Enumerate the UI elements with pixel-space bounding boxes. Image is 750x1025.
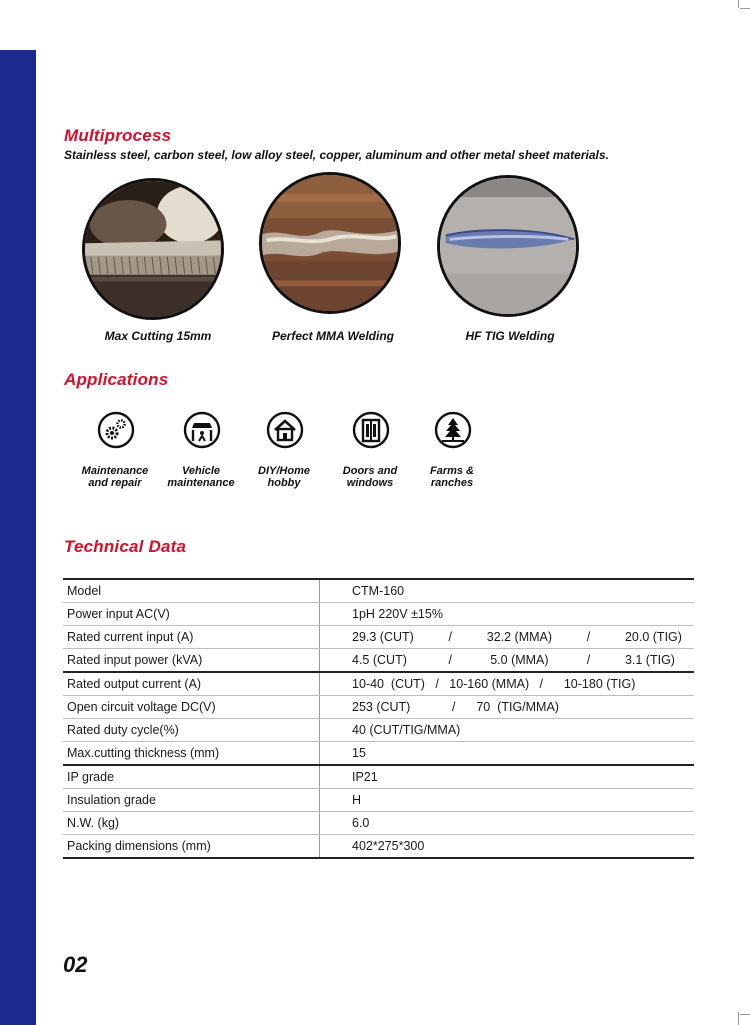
door-icon <box>351 410 391 450</box>
table-row <box>63 719 694 742</box>
spec-value: 15 <box>320 742 695 766</box>
application-label: Doors and windows <box>342 465 398 489</box>
applications-heading: Applications <box>64 370 169 389</box>
table-row <box>63 789 694 812</box>
table-row <box>63 835 694 859</box>
application-label: Vehicle maintenance <box>167 465 235 489</box>
table-row <box>63 649 694 673</box>
spec-label: Power input AC(V) <box>63 603 320 626</box>
spec-label: Rated duty cycle(%) <box>63 719 320 742</box>
table-row <box>63 672 694 696</box>
multiprocess-subtitle: Stainless steel, carbon steel, low alloy steel, copper, aluminum and other metal sheet materials. <box>64 148 609 162</box>
spec-label: N.W. (kg) <box>63 812 320 835</box>
technical-data-heading: Technical Data <box>64 537 187 556</box>
spec-value: 1pH 220V ±15% <box>320 603 695 626</box>
side-color-bar <box>0 50 36 1025</box>
table-row <box>63 626 694 649</box>
spec-value: CTM-160 <box>320 579 695 603</box>
spec-value: 29.3 (CUT) / 32.2 (MMA) / 20.0 (TIG) <box>320 626 695 649</box>
feature-caption-tig: HF TIG Welding <box>465 329 555 343</box>
spec-label: Insulation grade <box>63 789 320 812</box>
stick-weld-photo <box>259 172 401 314</box>
spec-label: Packing dimensions (mm) <box>63 835 320 859</box>
spec-value: 40 (CUT/TIG/MMA) <box>320 719 695 742</box>
table-row <box>63 742 694 766</box>
spec-value: 402*275*300 <box>320 835 695 859</box>
application-label: Maintenance and repair <box>81 465 149 489</box>
spec-value: 10-40 (CUT) / 10-160 (MMA) / 10-180 (TIG) <box>320 672 695 696</box>
spec-value: 6.0 <box>320 812 695 835</box>
application-label: DIY/Home hobby <box>258 465 310 489</box>
farm-tree-icon <box>433 410 473 450</box>
spec-value: 4.5 (CUT) / 5.0 (MMA) / 3.1 (TIG) <box>320 649 695 673</box>
table-row <box>63 579 694 603</box>
spec-label: IP grade <box>63 765 320 789</box>
spec-label: Max.cutting thickness (mm) <box>63 742 320 766</box>
spec-label: Rated current input (A) <box>63 626 320 649</box>
crop-mark-bottom-right <box>738 1012 739 1025</box>
table-row <box>63 603 694 626</box>
page-number: 02 <box>63 952 88 977</box>
spec-label: Model <box>63 579 320 603</box>
tig-weld-photo <box>437 175 579 317</box>
spec-label: Rated input power (kVA) <box>63 649 320 673</box>
feature-caption-mma: Perfect MMA Welding <box>271 329 394 343</box>
crop-mark-bottom-right-h <box>740 1014 750 1015</box>
application-label: Farms & ranches <box>429 465 475 489</box>
spec-value: IP21 <box>320 765 695 789</box>
gears-icon <box>96 410 136 450</box>
spec-value: 253 (CUT) / 70 (TIG/MMA) <box>320 696 695 719</box>
spec-label: Open circuit voltage DC(V) <box>63 696 320 719</box>
house-icon <box>265 410 305 450</box>
vehicle-lift-icon <box>182 410 222 450</box>
crop-mark-top-right-h <box>740 8 750 9</box>
crop-mark-top-right <box>738 0 739 8</box>
table-row <box>63 812 694 835</box>
multiprocess-heading: Multiprocess <box>64 126 172 145</box>
table-row <box>63 696 694 719</box>
plasma-cut-photo <box>82 178 224 320</box>
feature-caption-cutting: Max Cutting 15mm <box>104 329 212 343</box>
spec-value: H <box>320 789 695 812</box>
table-row <box>63 765 694 789</box>
spec-label: Rated output current (A) <box>63 672 320 696</box>
technical-data-table <box>63 578 694 859</box>
